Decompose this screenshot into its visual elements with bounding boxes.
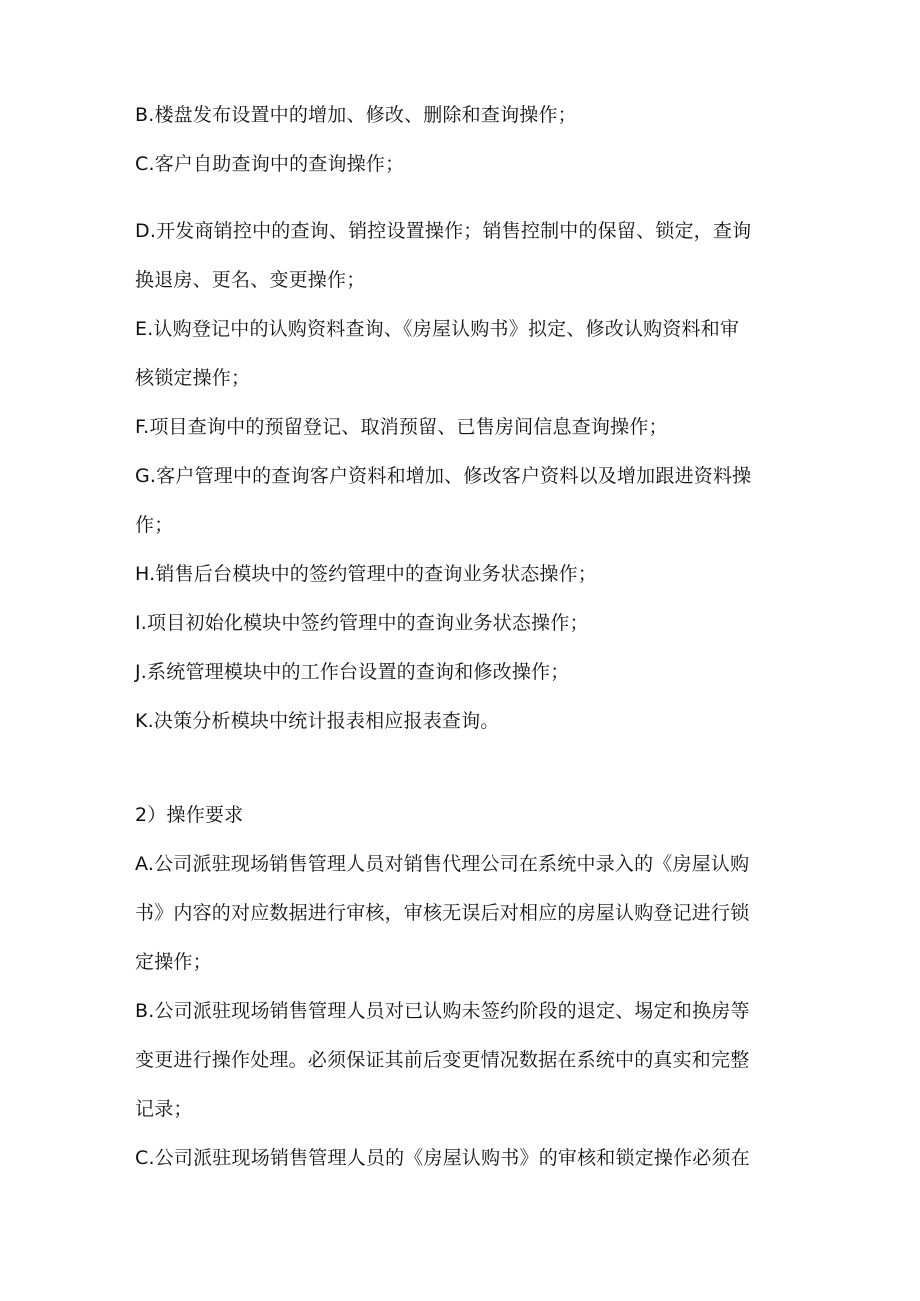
- text-line: A.公司派驻现场销售管理人员对销售代理公司在系统中录入的《房屋认购: [135, 853, 750, 875]
- text-line: E.认购登记中的认购资料查询、《房屋认购书》拟定、修改认购资料和审: [135, 318, 740, 340]
- text-line: 变更进行操作处理。必须保证其前后变更情况数据在系统中的真实和完整: [135, 1049, 750, 1071]
- text-line: B.楼盘发布设置中的增加、修改、删除和查询操作；: [135, 104, 577, 126]
- text-line: C.客户自助查询中的查询操作；: [135, 153, 405, 175]
- text-line: K.决策分析模块中统计报表相应报表查询。: [135, 710, 500, 732]
- text-line: B.公司派驻现场销售管理人员对已认购未签约阶段的退定、埸定和换房等: [135, 1000, 750, 1022]
- text-line: C.公司派驻现场销售管理人员的《房屋认购书》的审核和锁定操作必须在: [135, 1147, 750, 1169]
- text-line: 书》内容的对应数据进行审核，审核无误后对相应的房屋认购登记进行锁: [135, 902, 750, 924]
- text-line: 核锁定操作；: [135, 367, 251, 389]
- text-line: J.系统管理模块中的工作台设置的查询和修改操作；: [135, 661, 570, 683]
- text-line: 定操作；: [135, 951, 212, 973]
- text-line: 记录；: [135, 1098, 193, 1120]
- text-line: 作；: [135, 514, 174, 536]
- text-line: 换退房、更名、变更操作；: [135, 269, 366, 291]
- text-line: H.销售后台模块中的签约管理中的查询业务状态操作；: [135, 563, 597, 585]
- text-line: D.开发商销控中的查询、销控设置操作；销售控制中的保留、锁定，查询: [135, 220, 752, 242]
- text-line: F.项目查询中的预留登记、取消预留、已售房间信息查询操作；: [135, 416, 668, 438]
- text-line: I.项目初始化模块中签约管理中的查询业务状态操作；: [135, 612, 589, 634]
- section-heading: 2）操作要求: [135, 804, 244, 826]
- text-line: G.客户管理中的查询客户资料和增加、修改客户资料以及增加跟进资料操: [135, 465, 752, 487]
